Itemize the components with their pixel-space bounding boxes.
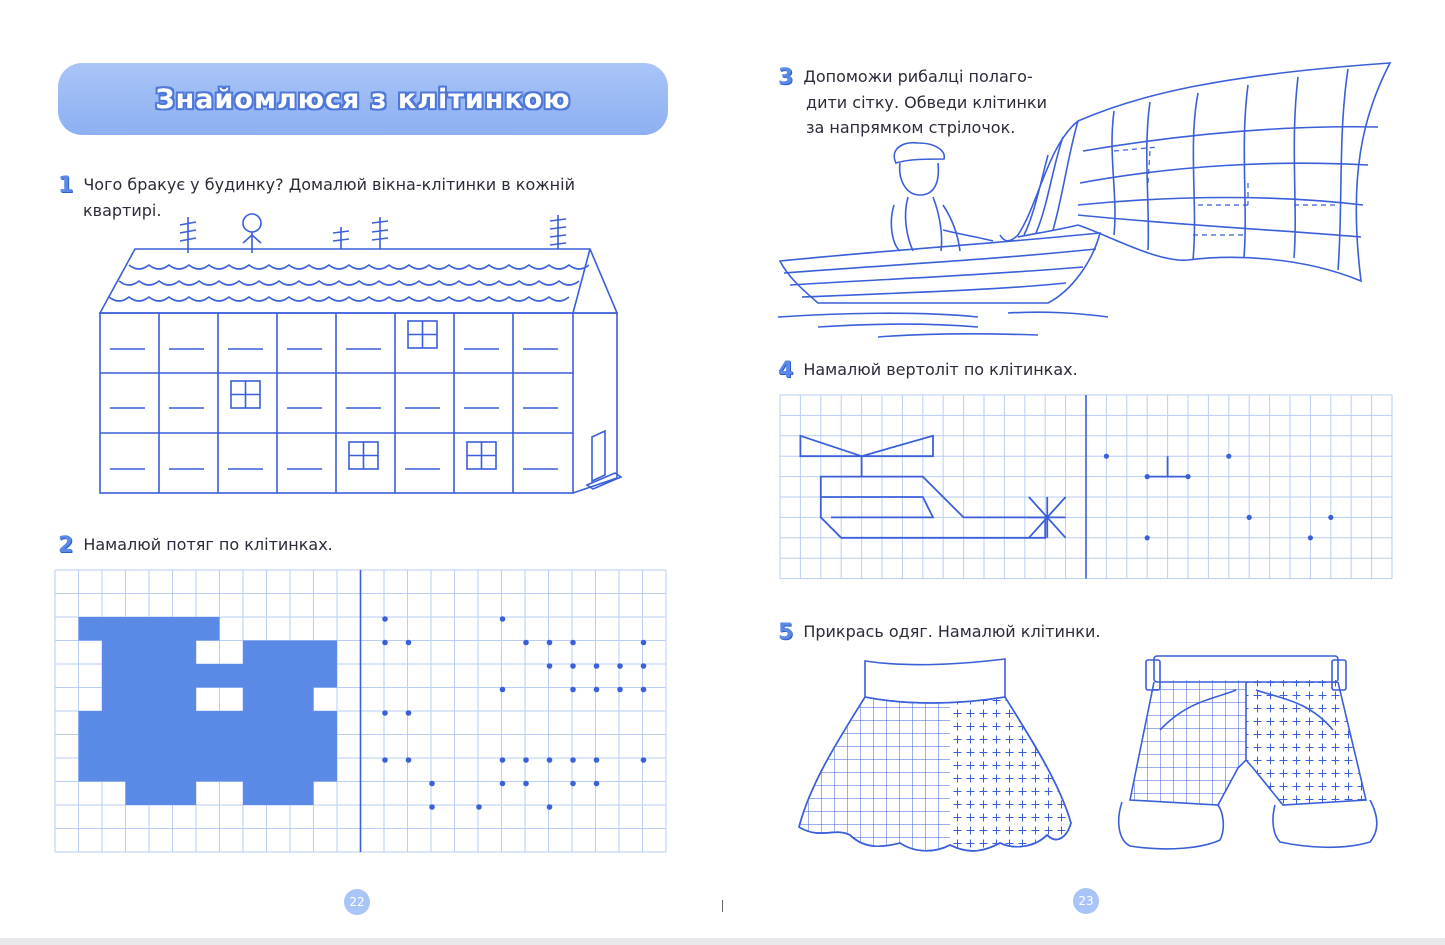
helicopter-shape [800,436,1065,538]
train-cell [173,641,197,665]
helicopter-grid[interactable] [780,395,1390,581]
tail-rotor [1029,497,1066,538]
rotor-left [800,436,861,456]
train-cell [267,641,291,665]
train-cell [314,711,338,735]
train-cell [126,711,150,735]
guide-dot [500,781,506,787]
guide-dot [476,804,482,810]
task-3-number: 3 [778,65,794,90]
guide-dot [617,687,623,693]
task-1-number: 1 [58,173,74,198]
train-cell [243,664,267,688]
train-cell [220,711,244,735]
skirt-illustration [795,655,1075,885]
train-cell [149,664,173,688]
fisherman-illustration [778,55,1398,340]
train-cell [290,758,314,782]
helicopter-start-segment [1147,456,1188,476]
train-cell [149,735,173,759]
train-cell [173,617,197,641]
train-cell [126,735,150,759]
train-cell [126,688,150,712]
train-cell [243,711,267,735]
guide-dot [1145,535,1150,540]
train-cell [173,664,197,688]
guide-dot [382,616,388,622]
train-cell [243,782,267,806]
train-cell [102,688,126,712]
rotor-right [862,436,933,456]
train-cell [79,758,103,782]
train-cell [196,664,220,688]
guide-dot [1308,535,1313,540]
guide-dot [382,640,388,646]
guide-dot [500,687,506,693]
guide-dot [523,757,529,763]
guide-dot [500,757,506,763]
train-cell [314,735,338,759]
task-2-number: 2 [58,533,74,558]
train-cell [102,735,126,759]
guide-dot [617,663,623,669]
guide-dot [641,757,647,763]
train-cell [173,758,197,782]
page-number-right: 23 [1073,888,1099,914]
guide-dot [1328,515,1333,520]
guide-dot [406,640,412,646]
train-cell [267,688,291,712]
page-number-left: 22 [344,889,370,915]
train-cell [173,711,197,735]
train-cell [102,758,126,782]
train-cell [102,641,126,665]
train-cell [220,735,244,759]
guide-dot [523,640,529,646]
task-3-line-2: дити сітку. Обведи клітинки [806,93,1047,112]
task-2-text: Намалюй потяг по клітинках. [83,535,333,554]
page-divider [722,900,723,912]
guide-dot [547,804,553,810]
task-5-number: 5 [778,620,794,645]
guide-dot [429,804,435,810]
train-cell [173,688,197,712]
train-cell [243,688,267,712]
train-cell [149,782,173,806]
task-5-text: Прикрась одяг. Намалюй клітинки. [803,622,1101,641]
helicopter-window [821,497,933,517]
train-cell [290,664,314,688]
task-1-line-2: квартирі. [83,201,162,220]
train-cell [126,758,150,782]
guide-dot [500,616,506,622]
train-cell [79,711,103,735]
task-2 [58,532,333,558]
guide-dot [594,757,600,763]
train-cell [290,688,314,712]
task-5 [778,619,1100,645]
guide-dot [382,757,388,763]
train-cell [102,664,126,688]
train-cell [290,735,314,759]
task-4 [778,357,1078,383]
guide-dot [547,640,553,646]
train-cell [196,735,220,759]
train-cell [196,711,220,735]
train-cell [196,758,220,782]
train-cell [126,617,150,641]
train-cell [314,664,338,688]
train-cell [243,641,267,665]
train-cell [173,735,197,759]
guide-dot [1104,454,1109,459]
train-cell [267,735,291,759]
train-cell [79,735,103,759]
task-4-number: 4 [778,358,794,383]
guide-dot [641,640,647,646]
bottom-edge [0,938,1445,945]
guide-dot [570,781,576,787]
helicopter-body [821,477,1045,538]
guide-dot [1247,515,1252,520]
guide-dot [594,687,600,693]
train-cell [220,758,244,782]
title-banner [58,63,668,135]
train-cell [290,711,314,735]
train-cell [149,688,173,712]
train-cell [149,758,173,782]
guide-dot [382,710,388,716]
task-1-line-1: Чого бракує у будинку? Домалюй вікна-клітинки в кожній [83,175,575,194]
shorts-illustration [1108,650,1388,880]
train-cell [102,617,126,641]
train-cell [220,664,244,688]
guide-dot [594,781,600,787]
guide-dot [594,663,600,669]
train-cell [149,711,173,735]
train-cell [290,782,314,806]
guide-dot [547,757,553,763]
train-cell [149,641,173,665]
guide-dot [641,687,647,693]
train-cell [102,711,126,735]
train-cell [173,782,197,806]
train-cell [79,617,103,641]
train-cell [196,617,220,641]
train-cell [149,617,173,641]
train-cell [243,735,267,759]
train-cell [267,782,291,806]
guide-dot [406,710,412,716]
guide-dot [570,663,576,669]
train-cell [314,758,338,782]
guide-dot [570,640,576,646]
train-cell [126,782,150,806]
guide-dot [547,663,553,669]
train-cell [126,664,150,688]
train-cell [243,758,267,782]
guide-dot [570,757,576,763]
house-illustration [95,205,635,500]
train-cell [267,664,291,688]
guide-dot [1226,454,1231,459]
train-grid[interactable] [55,570,669,860]
guide-dot [570,687,576,693]
task-3-line-3: за напрямком стрілочок. [806,118,1016,137]
guide-dot [406,757,412,763]
train-cell [290,641,314,665]
train-cell [126,641,150,665]
guide-dot [429,781,435,787]
task-3-line-1: Допоможи рибалці полаго- [803,67,1033,86]
guide-dot [523,781,529,787]
train-cell [267,758,291,782]
guide-dot [641,663,647,669]
train-cell [267,711,291,735]
page-title: Знайомлюся з клітинкою [155,83,571,115]
task-4-text: Намалюй вертоліт по клітинках. [803,360,1078,379]
train-cell [314,641,338,665]
